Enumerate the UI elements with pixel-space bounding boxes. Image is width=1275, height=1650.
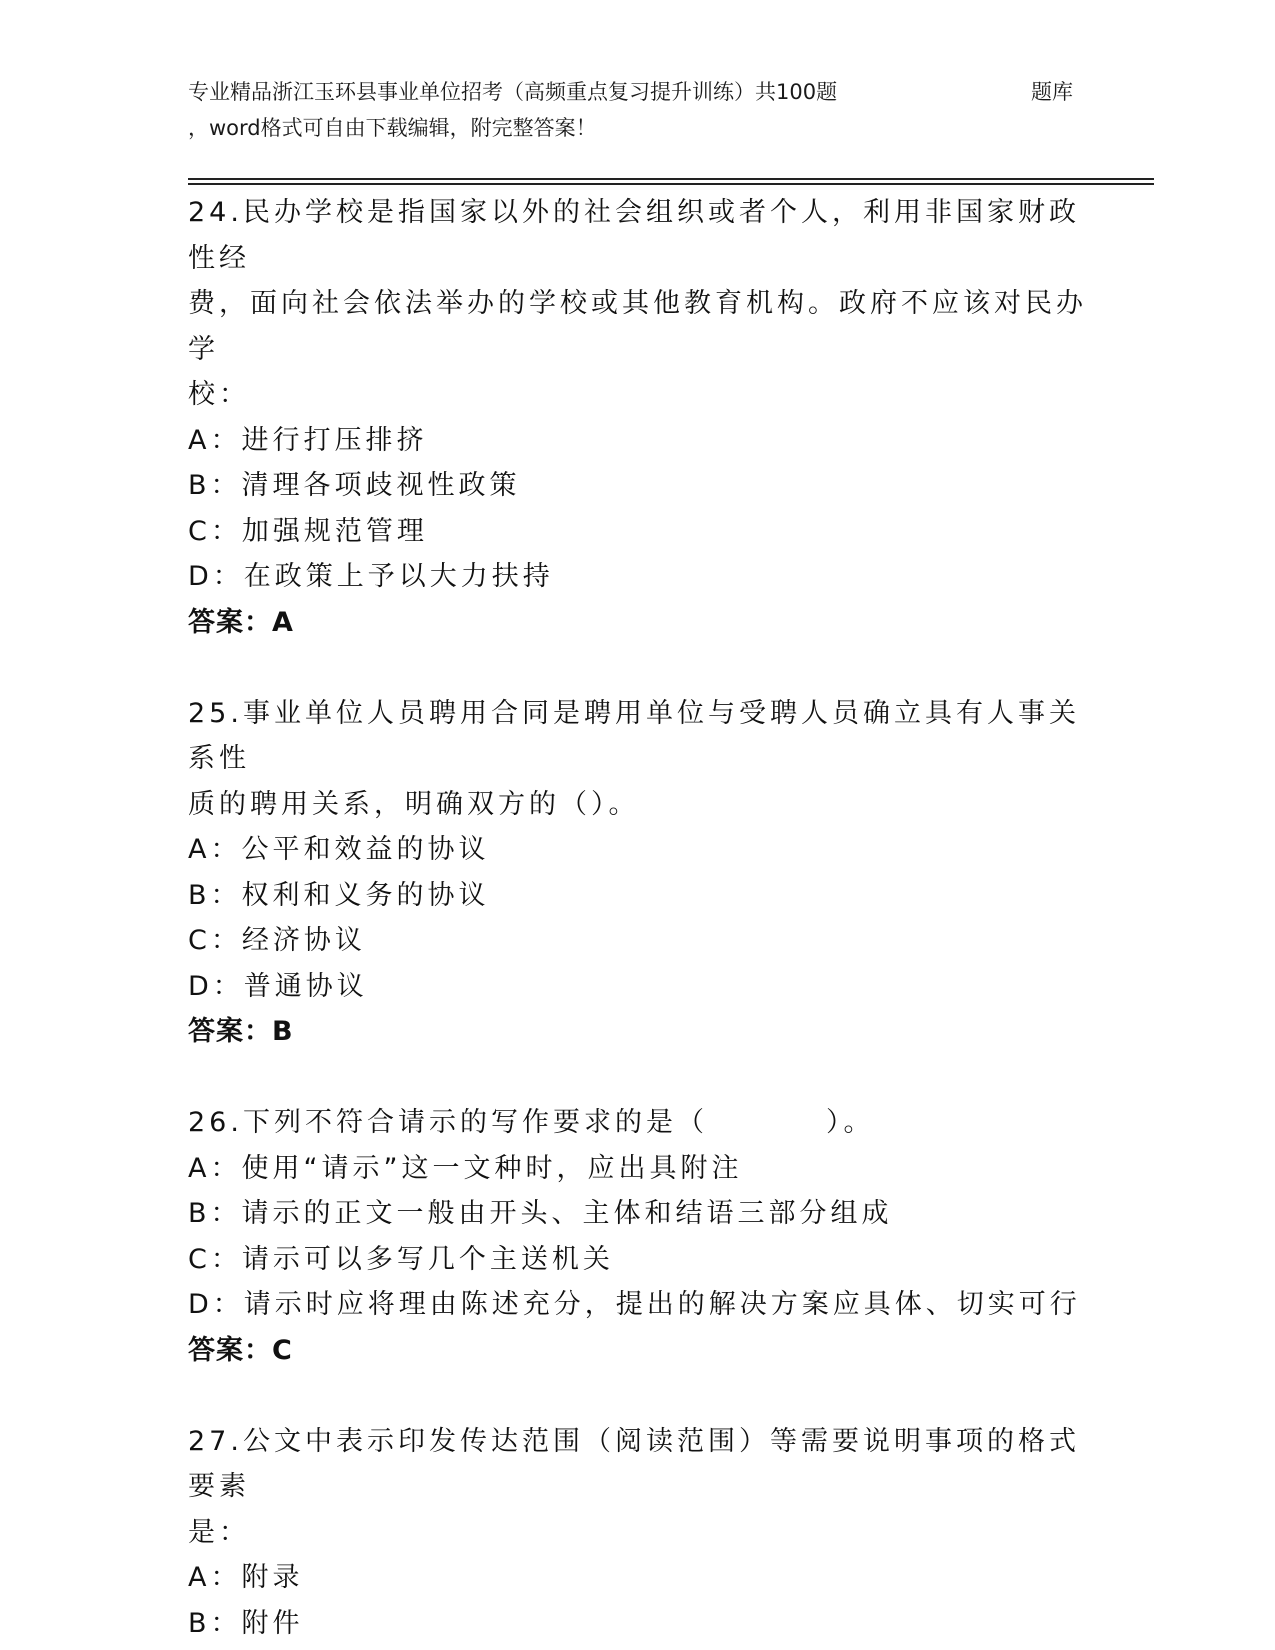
option-c: C：请示可以多写几个主送机关 — [188, 1243, 614, 1275]
question-stem-line: 27.公文中表示印发传达范围（阅读范围）等需要说明事项的格式要素 — [188, 1425, 1080, 1502]
option-b: B：清理各项歧视性政策 — [188, 470, 521, 501]
question-spacer — [188, 1055, 1088, 1101]
option-c: C：加强规范管理 — [188, 515, 428, 547]
question-spacer — [188, 645, 1088, 691]
question-stem-line: 费，面向社会依法举办的学校或其他教育机构。政府不应该对民办学 — [188, 288, 1087, 365]
question-stem-line: 24.民办学校是指国家以外的社会组织或者个人，利用非国家财政性经 — [188, 197, 1080, 274]
question-27 — [188, 1419, 1088, 1647]
header-divider-bottom — [188, 183, 1154, 185]
option-d: D：请示时应将理由陈述充分，提出的解决方案应具体、切实可行 — [188, 1289, 1081, 1320]
option-b: B：权利和义务的协议 — [188, 879, 490, 911]
question-25 — [188, 691, 1088, 1055]
question-26 — [188, 1100, 1088, 1373]
option-a: A：进行打压排挤 — [188, 424, 428, 456]
header-subtitle: ，word格式可自由下载编辑，附完整答案！ — [188, 116, 597, 140]
question-list — [188, 190, 1088, 1646]
question-stem-prefix: 26.下列不符合请示的写作要求的是（ — [188, 1107, 708, 1138]
option-c: C：经济协议 — [188, 925, 366, 956]
document-title: 专业精品浙江玉环县事业单位招考（高频重点复习提升训练）共100题 — [188, 80, 838, 104]
option-d: D：在政策上予以大力扶持 — [188, 561, 554, 592]
question-stem-line: 质的聘用关系，明确双方的（）。 — [188, 788, 640, 820]
option-b: B：附件 — [188, 1607, 304, 1639]
answer-label: 答案：C — [188, 1334, 293, 1366]
question-stem-suffix: ）。 — [825, 1107, 875, 1138]
question-stem-line — [188, 1100, 1088, 1146]
question-24 — [188, 190, 1088, 645]
option-a: A：附录 — [188, 1562, 304, 1593]
option-a: A：使用“请示”这一文种时，应出具附注 — [188, 1152, 743, 1184]
header-divider-top — [188, 178, 1154, 180]
question-stem-line: 25.事业单位人员聘用合同是聘用单位与受聘人员确立具有人事关系性 — [188, 697, 1080, 774]
question-stem-line: 校： — [188, 379, 250, 410]
header-line-1 — [188, 74, 1088, 110]
answer-label: 答案：A — [188, 606, 294, 638]
answer-label: 答案：B — [188, 1016, 294, 1047]
question-stem-line: 是： — [188, 1516, 250, 1548]
header-label-question-bank: 题库 — [1031, 80, 1073, 104]
page-header — [188, 74, 1088, 146]
option-b: B：请示的正文一般由开头、主体和结语三部分组成 — [188, 1198, 893, 1229]
option-a: A：公平和效益的协议 — [188, 834, 490, 865]
option-d: D：普通协议 — [188, 970, 368, 1002]
question-spacer — [188, 1373, 1088, 1419]
